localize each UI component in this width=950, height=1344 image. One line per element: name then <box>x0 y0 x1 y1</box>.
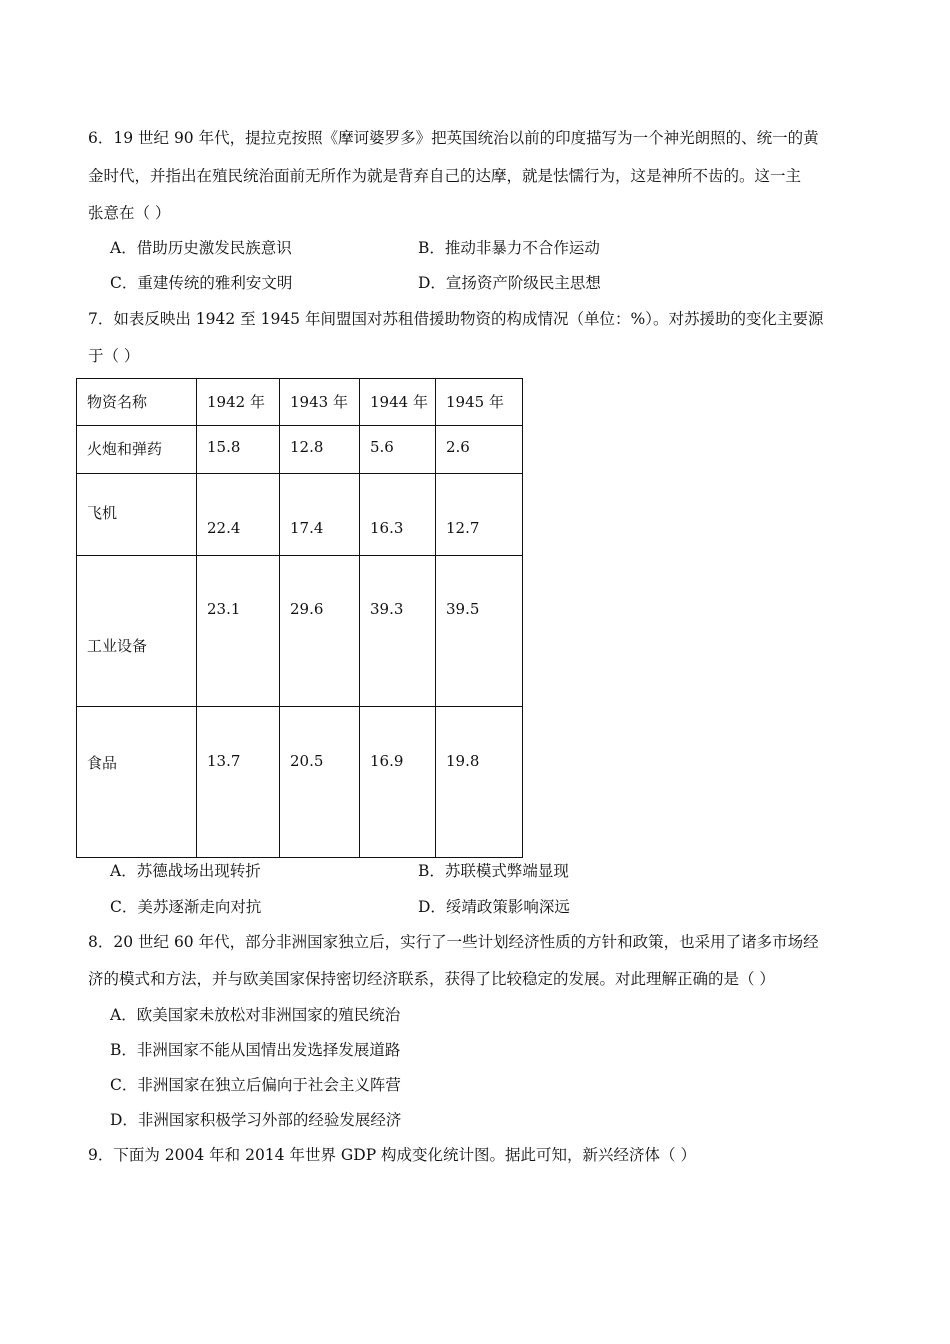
q6-stem-line-2: 金时代，并指出在殖民统治面前无所作为就是背弃自己的达摩，就是怯懦行为，这是神所不齿的。这一主 <box>88 167 802 185</box>
table-cell <box>197 426 280 474</box>
lend-lease-table <box>76 378 523 858</box>
cell-value: 2.6 <box>446 438 470 456</box>
q7-stem-line-1: 7．如表反映出 1942 至 1945 年间盟国对苏租借援助物资的构成情况（单位：%）。对苏援助的变化主要源 <box>88 310 824 328</box>
table-cell <box>360 426 436 474</box>
q7-option-c[interactable]: C．美苏逐渐走向对抗 <box>110 898 262 916</box>
table-row <box>77 474 523 556</box>
q6-stem-line-3: 张意在（ ） <box>88 204 171 222</box>
cell-value: 29.6 <box>290 600 324 618</box>
row-name-artillery: 火炮和弹药 <box>87 440 163 458</box>
cell-value: 13.7 <box>207 752 241 770</box>
q7-option-b[interactable]: B．苏联模式弊端显现 <box>418 862 569 880</box>
cell-value: 12.8 <box>290 438 324 456</box>
table-cell <box>360 707 436 858</box>
table-row <box>77 707 523 858</box>
q7-option-a[interactable]: A．苏德战场出现转折 <box>110 862 261 880</box>
header-1944: 1944 年 <box>370 393 428 411</box>
q8-stem-line-2: 济的模式和方法，并与欧美国家保持密切经济联系，获得了比较稳定的发展。对此理解正确的是（ ） <box>88 970 775 988</box>
cell-value: 22.4 <box>207 519 241 537</box>
table-header-cell <box>436 379 523 426</box>
table-cell <box>77 707 197 858</box>
q6-option-a[interactable]: A．借助历史激发民族意识 <box>110 239 292 257</box>
table-row <box>77 426 523 474</box>
cell-value: 19.8 <box>446 752 480 770</box>
q6-stem-line-1: 6．19 世纪 90 年代，提拉克按照《摩诃婆罗多》把英国统治以前的印度描写为一个神光朗照的、统一的黄 <box>88 129 819 147</box>
q8-option-a[interactable]: A．欧美国家未放松对非洲国家的殖民统治 <box>110 1006 401 1024</box>
table-cell <box>197 474 280 556</box>
row-name-food: 食品 <box>87 754 118 772</box>
cell-value: 16.9 <box>370 752 404 770</box>
q9-stem-line-1: 9．下面为 2004 年和 2014 年世界 GDP 构成变化统计图。据此可知，新兴经济体（ ） <box>88 1146 696 1164</box>
table-row <box>77 556 523 707</box>
q6-option-d[interactable]: D．宣扬资产阶级民主思想 <box>418 274 601 292</box>
table-cell <box>77 474 197 556</box>
table-cell <box>77 556 197 707</box>
table-cell <box>280 474 360 556</box>
table-cell <box>280 426 360 474</box>
table-cell <box>436 556 523 707</box>
header-1942: 1942 年 <box>207 393 265 411</box>
row-name-aircraft: 飞机 <box>87 504 118 522</box>
table-cell <box>360 556 436 707</box>
table-cell <box>436 707 523 858</box>
cell-value: 20.5 <box>290 752 324 770</box>
table-cell <box>360 474 436 556</box>
cell-value: 17.4 <box>290 519 324 537</box>
q8-option-b[interactable]: B．非洲国家不能从国情出发选择发展道路 <box>110 1041 401 1059</box>
cell-value: 23.1 <box>207 600 241 618</box>
row-name-industrial-equipment: 工业设备 <box>87 637 148 655</box>
q7-option-d[interactable]: D．绥靖政策影响深远 <box>418 898 570 916</box>
table-cell <box>436 474 523 556</box>
table-cell <box>197 556 280 707</box>
table-cell <box>280 556 360 707</box>
q7-stem-line-2: 于（ ） <box>88 347 140 365</box>
cell-value: 15.8 <box>207 438 241 456</box>
cell-value: 16.3 <box>370 519 404 537</box>
q6-option-c[interactable]: C．重建传统的雅利安文明 <box>110 274 293 292</box>
table-cell <box>436 426 523 474</box>
q8-stem-line-1: 8．20 世纪 60 年代，部分非洲国家独立后，实行了一些计划经济性质的方针和政策，也采用了诸多市场经 <box>88 933 819 951</box>
q6-option-b[interactable]: B．推动非暴力不合作运动 <box>418 239 600 257</box>
header-item-name: 物资名称 <box>87 393 148 411</box>
cell-value: 39.5 <box>446 600 480 618</box>
table-cell <box>77 426 197 474</box>
table-header-cell <box>197 379 280 426</box>
table-cell <box>197 707 280 858</box>
table-header-cell <box>360 379 436 426</box>
q8-option-c[interactable]: C．非洲国家在独立后偏向于社会主义阵营 <box>110 1076 401 1094</box>
table-header-row <box>77 379 523 426</box>
table-cell <box>280 707 360 858</box>
q8-option-d[interactable]: D．非洲国家积极学习外部的经验发展经济 <box>110 1111 402 1129</box>
table-header-cell <box>77 379 197 426</box>
table-header-cell <box>280 379 360 426</box>
cell-value: 12.7 <box>446 519 480 537</box>
cell-value: 39.3 <box>370 600 404 618</box>
header-1943: 1943 年 <box>290 393 348 411</box>
header-1945: 1945 年 <box>446 393 504 411</box>
cell-value: 5.6 <box>370 438 394 456</box>
